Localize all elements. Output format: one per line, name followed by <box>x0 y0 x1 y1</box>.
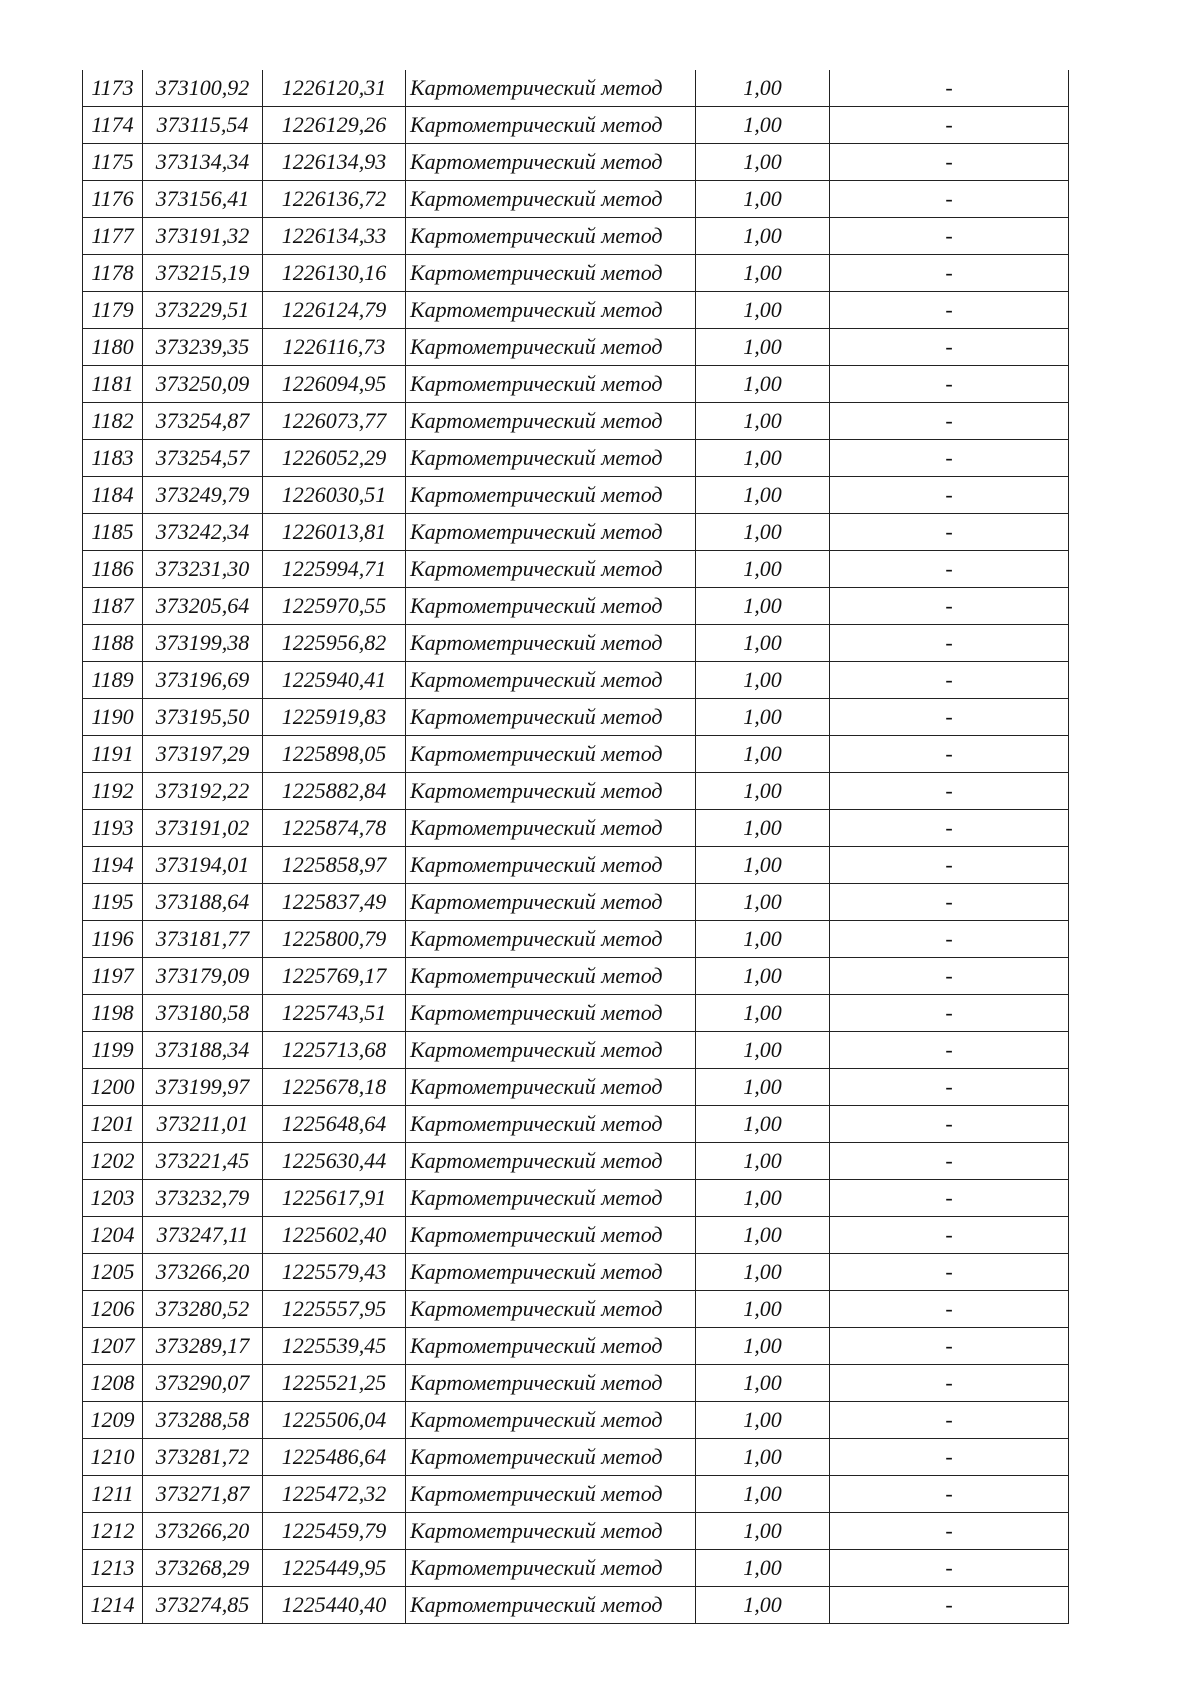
table-row <box>83 218 1069 255</box>
x-coordinate-cell: 373197,29 <box>143 736 263 773</box>
y-coordinate-cell: 1225486,64 <box>263 1439 406 1476</box>
y-coordinate-cell: 1225769,17 <box>263 958 406 995</box>
x-coordinate-cell: 373239,35 <box>143 329 263 366</box>
y-coordinate-cell: 1225970,55 <box>263 588 406 625</box>
x-coordinate-cell: 373232,79 <box>143 1180 263 1217</box>
table-row <box>83 70 1069 107</box>
table-row <box>83 625 1069 662</box>
description-cell: - <box>830 1513 1069 1550</box>
method-cell: Картометрический метод <box>406 1143 696 1180</box>
method-cell: Картометрический метод <box>406 1180 696 1217</box>
description-cell: - <box>830 292 1069 329</box>
y-coordinate-cell: 1225713,68 <box>263 1032 406 1069</box>
table-row <box>83 1476 1069 1513</box>
accuracy-cell: 1,00 <box>696 773 830 810</box>
method-cell: Картометрический метод <box>406 514 696 551</box>
accuracy-cell: 1,00 <box>696 1476 830 1513</box>
method-cell: Картометрический метод <box>406 1069 696 1106</box>
accuracy-cell: 1,00 <box>696 1550 830 1587</box>
point-number-cell: 1184 <box>83 477 143 514</box>
table-row <box>83 1365 1069 1402</box>
method-cell: Картометрический метод <box>406 1328 696 1365</box>
table-row <box>83 1254 1069 1291</box>
point-number-cell: 1195 <box>83 884 143 921</box>
table-row <box>83 514 1069 551</box>
description-cell: - <box>830 144 1069 181</box>
description-cell: - <box>830 1254 1069 1291</box>
x-coordinate-cell: 373191,02 <box>143 810 263 847</box>
point-number-cell: 1212 <box>83 1513 143 1550</box>
y-coordinate-cell: 1226134,33 <box>263 218 406 255</box>
description-cell: - <box>830 1106 1069 1143</box>
accuracy-cell: 1,00 <box>696 329 830 366</box>
table-row <box>83 1550 1069 1587</box>
x-coordinate-cell: 373247,11 <box>143 1217 263 1254</box>
accuracy-cell: 1,00 <box>696 1439 830 1476</box>
x-coordinate-cell: 373194,01 <box>143 847 263 884</box>
description-cell: - <box>830 958 1069 995</box>
accuracy-cell: 1,00 <box>696 847 830 884</box>
accuracy-cell: 1,00 <box>696 70 830 107</box>
point-number-cell: 1191 <box>83 736 143 773</box>
x-coordinate-cell: 373188,64 <box>143 884 263 921</box>
point-number-cell: 1201 <box>83 1106 143 1143</box>
method-cell: Картометрический метод <box>406 440 696 477</box>
x-coordinate-cell: 373215,19 <box>143 255 263 292</box>
table-row <box>83 588 1069 625</box>
method-cell: Картометрический метод <box>406 1476 696 1513</box>
accuracy-cell: 1,00 <box>696 403 830 440</box>
x-coordinate-cell: 373134,34 <box>143 144 263 181</box>
accuracy-cell: 1,00 <box>696 958 830 995</box>
description-cell: - <box>830 847 1069 884</box>
x-coordinate-cell: 373192,22 <box>143 773 263 810</box>
point-number-cell: 1214 <box>83 1587 143 1624</box>
x-coordinate-cell: 373191,32 <box>143 218 263 255</box>
y-coordinate-cell: 1225858,97 <box>263 847 406 884</box>
table-row <box>83 773 1069 810</box>
y-coordinate-cell: 1225874,78 <box>263 810 406 847</box>
point-number-cell: 1211 <box>83 1476 143 1513</box>
method-cell: Картометрический метод <box>406 736 696 773</box>
accuracy-cell: 1,00 <box>696 1402 830 1439</box>
accuracy-cell: 1,00 <box>696 1143 830 1180</box>
y-coordinate-cell: 1225449,95 <box>263 1550 406 1587</box>
accuracy-cell: 1,00 <box>696 292 830 329</box>
coordinates-table-body <box>83 70 1069 1624</box>
x-coordinate-cell: 373289,17 <box>143 1328 263 1365</box>
accuracy-cell: 1,00 <box>696 144 830 181</box>
description-cell: - <box>830 181 1069 218</box>
y-coordinate-cell: 1226052,29 <box>263 440 406 477</box>
x-coordinate-cell: 373100,92 <box>143 70 263 107</box>
method-cell: Картометрический метод <box>406 551 696 588</box>
accuracy-cell: 1,00 <box>696 107 830 144</box>
method-cell: Картометрический метод <box>406 699 696 736</box>
table-row <box>83 921 1069 958</box>
description-cell: - <box>830 1180 1069 1217</box>
y-coordinate-cell: 1225898,05 <box>263 736 406 773</box>
accuracy-cell: 1,00 <box>696 366 830 403</box>
table-row <box>83 144 1069 181</box>
point-number-cell: 1208 <box>83 1365 143 1402</box>
x-coordinate-cell: 373199,97 <box>143 1069 263 1106</box>
x-coordinate-cell: 373181,77 <box>143 921 263 958</box>
accuracy-cell: 1,00 <box>696 1069 830 1106</box>
x-coordinate-cell: 373242,34 <box>143 514 263 551</box>
table-row <box>83 366 1069 403</box>
table-row <box>83 1587 1069 1624</box>
point-number-cell: 1187 <box>83 588 143 625</box>
method-cell: Картометрический метод <box>406 921 696 958</box>
table-row <box>83 403 1069 440</box>
y-coordinate-cell: 1225539,45 <box>263 1328 406 1365</box>
description-cell: - <box>830 1143 1069 1180</box>
y-coordinate-cell: 1226130,16 <box>263 255 406 292</box>
y-coordinate-cell: 1225994,71 <box>263 551 406 588</box>
point-number-cell: 1183 <box>83 440 143 477</box>
method-cell: Картометрический метод <box>406 588 696 625</box>
point-number-cell: 1185 <box>83 514 143 551</box>
y-coordinate-cell: 1225956,82 <box>263 625 406 662</box>
accuracy-cell: 1,00 <box>696 1365 830 1402</box>
point-number-cell: 1200 <box>83 1069 143 1106</box>
accuracy-cell: 1,00 <box>696 588 830 625</box>
x-coordinate-cell: 373179,09 <box>143 958 263 995</box>
description-cell: - <box>830 1291 1069 1328</box>
x-coordinate-cell: 373195,50 <box>143 699 263 736</box>
y-coordinate-cell: 1225919,83 <box>263 699 406 736</box>
method-cell: Картометрический метод <box>406 181 696 218</box>
description-cell: - <box>830 1587 1069 1624</box>
table-row <box>83 810 1069 847</box>
method-cell: Картометрический метод <box>406 1587 696 1624</box>
description-cell: - <box>830 218 1069 255</box>
table-row <box>83 1069 1069 1106</box>
accuracy-cell: 1,00 <box>696 1291 830 1328</box>
table-row <box>83 662 1069 699</box>
point-number-cell: 1210 <box>83 1439 143 1476</box>
method-cell: Картометрический метод <box>406 292 696 329</box>
x-coordinate-cell: 373290,07 <box>143 1365 263 1402</box>
x-coordinate-cell: 373196,69 <box>143 662 263 699</box>
table-row <box>83 181 1069 218</box>
y-coordinate-cell: 1226136,72 <box>263 181 406 218</box>
y-coordinate-cell: 1225630,44 <box>263 1143 406 1180</box>
table-row <box>83 884 1069 921</box>
method-cell: Картометрический метод <box>406 1217 696 1254</box>
y-coordinate-cell: 1225882,84 <box>263 773 406 810</box>
method-cell: Картометрический метод <box>406 1106 696 1143</box>
accuracy-cell: 1,00 <box>696 1587 830 1624</box>
point-number-cell: 1173 <box>83 70 143 107</box>
point-number-cell: 1199 <box>83 1032 143 1069</box>
method-cell: Картометрический метод <box>406 1439 696 1476</box>
method-cell: Картометрический метод <box>406 255 696 292</box>
description-cell: - <box>830 403 1069 440</box>
method-cell: Картометрический метод <box>406 477 696 514</box>
point-number-cell: 1196 <box>83 921 143 958</box>
point-number-cell: 1181 <box>83 366 143 403</box>
description-cell: - <box>830 773 1069 810</box>
accuracy-cell: 1,00 <box>696 514 830 551</box>
point-number-cell: 1204 <box>83 1217 143 1254</box>
accuracy-cell: 1,00 <box>696 1180 830 1217</box>
point-number-cell: 1180 <box>83 329 143 366</box>
description-cell: - <box>830 366 1069 403</box>
description-cell: - <box>830 255 1069 292</box>
y-coordinate-cell: 1226013,81 <box>263 514 406 551</box>
description-cell: - <box>830 1402 1069 1439</box>
point-number-cell: 1193 <box>83 810 143 847</box>
y-coordinate-cell: 1226124,79 <box>263 292 406 329</box>
method-cell: Картометрический метод <box>406 995 696 1032</box>
table-row <box>83 1217 1069 1254</box>
x-coordinate-cell: 373274,85 <box>143 1587 263 1624</box>
method-cell: Картометрический метод <box>406 662 696 699</box>
point-number-cell: 1202 <box>83 1143 143 1180</box>
table-row <box>83 551 1069 588</box>
method-cell: Картометрический метод <box>406 1032 696 1069</box>
table-row <box>83 1513 1069 1550</box>
point-number-cell: 1177 <box>83 218 143 255</box>
point-number-cell: 1188 <box>83 625 143 662</box>
description-cell: - <box>830 477 1069 514</box>
point-number-cell: 1194 <box>83 847 143 884</box>
x-coordinate-cell: 373266,20 <box>143 1254 263 1291</box>
accuracy-cell: 1,00 <box>696 736 830 773</box>
description-cell: - <box>830 107 1069 144</box>
y-coordinate-cell: 1225557,95 <box>263 1291 406 1328</box>
method-cell: Картометрический метод <box>406 1513 696 1550</box>
point-number-cell: 1198 <box>83 995 143 1032</box>
y-coordinate-cell: 1226134,93 <box>263 144 406 181</box>
accuracy-cell: 1,00 <box>696 884 830 921</box>
x-coordinate-cell: 373254,57 <box>143 440 263 477</box>
description-cell: - <box>830 588 1069 625</box>
method-cell: Картометрический метод <box>406 366 696 403</box>
method-cell: Картометрический метод <box>406 403 696 440</box>
description-cell: - <box>830 1476 1069 1513</box>
description-cell: - <box>830 810 1069 847</box>
table-row <box>83 440 1069 477</box>
method-cell: Картометрический метод <box>406 625 696 662</box>
table-row <box>83 1402 1069 1439</box>
accuracy-cell: 1,00 <box>696 1106 830 1143</box>
x-coordinate-cell: 373180,58 <box>143 995 263 1032</box>
point-number-cell: 1176 <box>83 181 143 218</box>
method-cell: Картометрический метод <box>406 218 696 255</box>
point-number-cell: 1205 <box>83 1254 143 1291</box>
y-coordinate-cell: 1225837,49 <box>263 884 406 921</box>
accuracy-cell: 1,00 <box>696 551 830 588</box>
coordinates-table <box>82 70 1069 1624</box>
table-row <box>83 255 1069 292</box>
x-coordinate-cell: 373271,87 <box>143 1476 263 1513</box>
table-row <box>83 1291 1069 1328</box>
table-row <box>83 1143 1069 1180</box>
accuracy-cell: 1,00 <box>696 1513 830 1550</box>
description-cell: - <box>830 1328 1069 1365</box>
accuracy-cell: 1,00 <box>696 1254 830 1291</box>
y-coordinate-cell: 1225521,25 <box>263 1365 406 1402</box>
x-coordinate-cell: 373199,38 <box>143 625 263 662</box>
y-coordinate-cell: 1226073,77 <box>263 403 406 440</box>
x-coordinate-cell: 373268,29 <box>143 1550 263 1587</box>
method-cell: Картометрический метод <box>406 958 696 995</box>
x-coordinate-cell: 373221,45 <box>143 1143 263 1180</box>
accuracy-cell: 1,00 <box>696 810 830 847</box>
table-row <box>83 292 1069 329</box>
x-coordinate-cell: 373249,79 <box>143 477 263 514</box>
method-cell: Картометрический метод <box>406 1291 696 1328</box>
description-cell: - <box>830 699 1069 736</box>
table-row <box>83 329 1069 366</box>
x-coordinate-cell: 373231,30 <box>143 551 263 588</box>
accuracy-cell: 1,00 <box>696 1217 830 1254</box>
y-coordinate-cell: 1225800,79 <box>263 921 406 958</box>
description-cell: - <box>830 736 1069 773</box>
point-number-cell: 1190 <box>83 699 143 736</box>
description-cell: - <box>830 1217 1069 1254</box>
table-row <box>83 1032 1069 1069</box>
x-coordinate-cell: 373254,87 <box>143 403 263 440</box>
description-cell: - <box>830 1439 1069 1476</box>
table-row <box>83 107 1069 144</box>
method-cell: Картометрический метод <box>406 329 696 366</box>
y-coordinate-cell: 1225743,51 <box>263 995 406 1032</box>
point-number-cell: 1178 <box>83 255 143 292</box>
description-cell: - <box>830 514 1069 551</box>
accuracy-cell: 1,00 <box>696 255 830 292</box>
method-cell: Картометрический метод <box>406 107 696 144</box>
description-cell: - <box>830 70 1069 107</box>
accuracy-cell: 1,00 <box>696 440 830 477</box>
y-coordinate-cell: 1225472,32 <box>263 1476 406 1513</box>
accuracy-cell: 1,00 <box>696 477 830 514</box>
y-coordinate-cell: 1226120,31 <box>263 70 406 107</box>
y-coordinate-cell: 1225940,41 <box>263 662 406 699</box>
y-coordinate-cell: 1225617,91 <box>263 1180 406 1217</box>
x-coordinate-cell: 373211,01 <box>143 1106 263 1143</box>
point-number-cell: 1206 <box>83 1291 143 1328</box>
y-coordinate-cell: 1226030,51 <box>263 477 406 514</box>
x-coordinate-cell: 373280,52 <box>143 1291 263 1328</box>
x-coordinate-cell: 373288,58 <box>143 1402 263 1439</box>
point-number-cell: 1192 <box>83 773 143 810</box>
method-cell: Картометрический метод <box>406 1402 696 1439</box>
point-number-cell: 1179 <box>83 292 143 329</box>
accuracy-cell: 1,00 <box>696 921 830 958</box>
x-coordinate-cell: 373156,41 <box>143 181 263 218</box>
x-coordinate-cell: 373266,20 <box>143 1513 263 1550</box>
accuracy-cell: 1,00 <box>696 699 830 736</box>
description-cell: - <box>830 921 1069 958</box>
method-cell: Картометрический метод <box>406 1550 696 1587</box>
table-row <box>83 477 1069 514</box>
point-number-cell: 1186 <box>83 551 143 588</box>
point-number-cell: 1197 <box>83 958 143 995</box>
method-cell: Картометрический метод <box>406 1254 696 1291</box>
description-cell: - <box>830 1365 1069 1402</box>
point-number-cell: 1174 <box>83 107 143 144</box>
table-row <box>83 958 1069 995</box>
table-row <box>83 1328 1069 1365</box>
accuracy-cell: 1,00 <box>696 995 830 1032</box>
description-cell: - <box>830 995 1069 1032</box>
y-coordinate-cell: 1226116,73 <box>263 329 406 366</box>
description-cell: - <box>830 1069 1069 1106</box>
accuracy-cell: 1,00 <box>696 662 830 699</box>
description-cell: - <box>830 625 1069 662</box>
accuracy-cell: 1,00 <box>696 1032 830 1069</box>
table-row <box>83 847 1069 884</box>
accuracy-cell: 1,00 <box>696 218 830 255</box>
description-cell: - <box>830 662 1069 699</box>
method-cell: Картометрический метод <box>406 773 696 810</box>
table-row <box>83 736 1069 773</box>
y-coordinate-cell: 1225602,40 <box>263 1217 406 1254</box>
y-coordinate-cell: 1225678,18 <box>263 1069 406 1106</box>
accuracy-cell: 1,00 <box>696 1328 830 1365</box>
accuracy-cell: 1,00 <box>696 625 830 662</box>
method-cell: Картометрический метод <box>406 1365 696 1402</box>
accuracy-cell: 1,00 <box>696 181 830 218</box>
method-cell: Картометрический метод <box>406 884 696 921</box>
x-coordinate-cell: 373188,34 <box>143 1032 263 1069</box>
x-coordinate-cell: 373205,64 <box>143 588 263 625</box>
x-coordinate-cell: 373250,09 <box>143 366 263 403</box>
y-coordinate-cell: 1225440,40 <box>263 1587 406 1624</box>
method-cell: Картометрический метод <box>406 144 696 181</box>
method-cell: Картометрический метод <box>406 70 696 107</box>
y-coordinate-cell: 1225579,43 <box>263 1254 406 1291</box>
table-row <box>83 995 1069 1032</box>
point-number-cell: 1209 <box>83 1402 143 1439</box>
table-row <box>83 1180 1069 1217</box>
description-cell: - <box>830 551 1069 588</box>
x-coordinate-cell: 373115,54 <box>143 107 263 144</box>
method-cell: Картометрический метод <box>406 810 696 847</box>
point-number-cell: 1213 <box>83 1550 143 1587</box>
table-row <box>83 699 1069 736</box>
table-row <box>83 1439 1069 1476</box>
description-cell: - <box>830 884 1069 921</box>
point-number-cell: 1175 <box>83 144 143 181</box>
x-coordinate-cell: 373229,51 <box>143 292 263 329</box>
point-number-cell: 1182 <box>83 403 143 440</box>
table-row <box>83 1106 1069 1143</box>
y-coordinate-cell: 1225459,79 <box>263 1513 406 1550</box>
y-coordinate-cell: 1225506,04 <box>263 1402 406 1439</box>
description-cell: - <box>830 440 1069 477</box>
description-cell: - <box>830 1032 1069 1069</box>
point-number-cell: 1203 <box>83 1180 143 1217</box>
y-coordinate-cell: 1225648,64 <box>263 1106 406 1143</box>
method-cell: Картометрический метод <box>406 847 696 884</box>
description-cell: - <box>830 1550 1069 1587</box>
y-coordinate-cell: 1226129,26 <box>263 107 406 144</box>
description-cell: - <box>830 329 1069 366</box>
point-number-cell: 1189 <box>83 662 143 699</box>
x-coordinate-cell: 373281,72 <box>143 1439 263 1476</box>
y-coordinate-cell: 1226094,95 <box>263 366 406 403</box>
point-number-cell: 1207 <box>83 1328 143 1365</box>
